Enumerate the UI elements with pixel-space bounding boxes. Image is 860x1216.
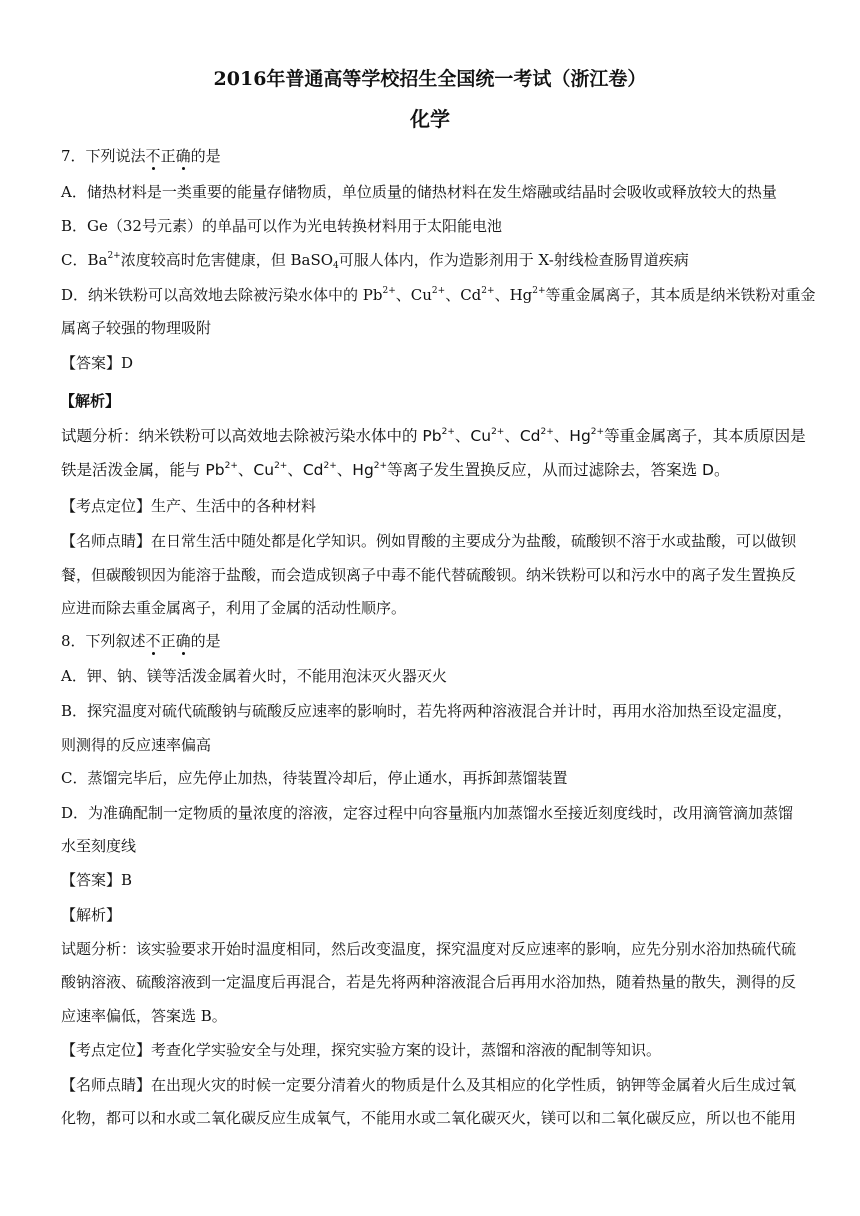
q7-option-c: C．$Ba^{2+}$浓度较高时危害健康，但 BaSO$_4$可服人体内，作为造影剂用于 X-射线检查肠胃道疾病 [61,251,689,271]
q7-analysis-line2: 铁是活泼金属，能与 $Pb^{2+}$、$Cu^{2+}$、$Cd^{2+}$、$Hg^{2+}$等离子发生置换反应，从而过滤除去，答案选 D。 [61,461,730,479]
emphasis-dotted: 不正确 [145,147,191,165]
q7-option-b: B．Ge（32号元素）的单晶可以作为光电转换材料用于太阳能电池 [61,217,502,235]
q7-dianjing-line2: 餐，但碳酸钡因为能溶于盐酸，而会造成钡离子中毒不能代替硫酸钡。纳米铁粉可以和污水中的离子发生置换反 [61,566,797,584]
q7-kaodian: 【考点定位】生产、生活中的各种材料 [61,497,317,515]
q8-analysis-line2: 酸钠溶液、硫酸溶液到一定温度后再混合，若是先将两种溶液混合后再用水浴加热，随着热量的散失，测得的反 [61,973,797,991]
subject-title: 化学 [410,107,450,131]
q7-analysis-label: 【解析】 [60,392,121,410]
q8-option-d-line1: D．为准确配制一定物质的量浓度的溶液，定容过程中向容量瓶内加蒸馏水至接近刻度线时，改用滴管滴加蒸馏 [61,804,794,822]
q7-option-d-line1: D．纳米铁粉可以高效地去除被污染水体中的 $Pb^{2+}$、$Cu^{2+}$、$Cd^{2+}$、$Hg^{2+}$等重金属离子，其本质是纳米铁粉对重金 [61,286,816,304]
q8-option-d-line2: 水至刻度线 [61,837,137,855]
q7-option-a: A．储热材料是一类重要的能量存储物质，单位质量的储热材料在发生熔融或结晶时会吸收或释放较大的热量 [61,183,777,201]
q7-stem: 7．下列说法不正确的是 [61,147,221,165]
q7-dianjing-line1: 【名师点睛】在日常生活中随处都是化学知识。例如胃酸的主要成分为盐酸，硫酸钡不溶于水或盐酸，可以做钡 [61,532,797,550]
q8-analysis-label: 【解析】 [61,906,122,924]
q8-option-b-line2: 则测得的反应速率偏高 [61,736,212,754]
q8-stem: 8．下列叙述不正确的是 [61,632,221,650]
q7-dianjing-line3: 应进而除去重金属离子，利用了金属的活动性顺序。 [61,599,407,617]
q8-dianjing-line2: 化物，都可以和水或二氧化碳反应生成氧气，不能用水或二氧化碳灭火，镁可以和二氧化碳反应，所以也不能用 [61,1109,797,1127]
q8-analysis-line1: 试题分析：该实验要求开始时温度相同，然后改变温度，探究温度对反应速率的影响，应先分别水浴加热硫代硫 [61,940,797,958]
q7-option-d-line2: 属离子较强的物理吸附 [61,319,212,337]
q8-analysis-line3: 应速率偏低，答案选 B。 [61,1007,227,1025]
exam-title: 2016年普通高等学校招生全国统一考试（浙江卷） [213,68,647,90]
q8-kaodian: 【考点定位】考查化学实验安全与处理，探究实验方案的设计，蒸馏和溶液的配制等知识。 [61,1041,662,1059]
q8-dianjing-line1: 【名师点睛】在出现火灾的时候一定要分清着火的物质是什么及其相应的化学性质，钠钾等金属着火后生成过氧 [61,1076,797,1094]
q8-answer: 【答案】B [61,871,133,889]
emphasis-dotted: 不正确 [145,632,191,650]
q7-answer: 【答案】D [61,354,134,372]
q8-option-a: A．钾、钠、镁等活泼金属着火时，不能用泡沫灭火器灭火 [61,667,447,685]
q7-analysis-line1: 试题分析：纳米铁粉可以高效地去除被污染水体中的 $Pb^{2+}$、$Cu^{2+}$、$Cd^{2+}$、$Hg^{2+}$等重金属离子，其本质原因是 [61,427,806,445]
q8-option-c: C．蒸馏完毕后，应先停止加热，待装置冷却后，停止通水，再拆卸蒸馏装置 [61,769,568,787]
q8-option-b-line1: B．探究温度对硫代硫酸钠与硫酸反应速率的影响时，若先将两种溶液混合并计时，再用水浴加热至设定温度， [61,702,793,720]
